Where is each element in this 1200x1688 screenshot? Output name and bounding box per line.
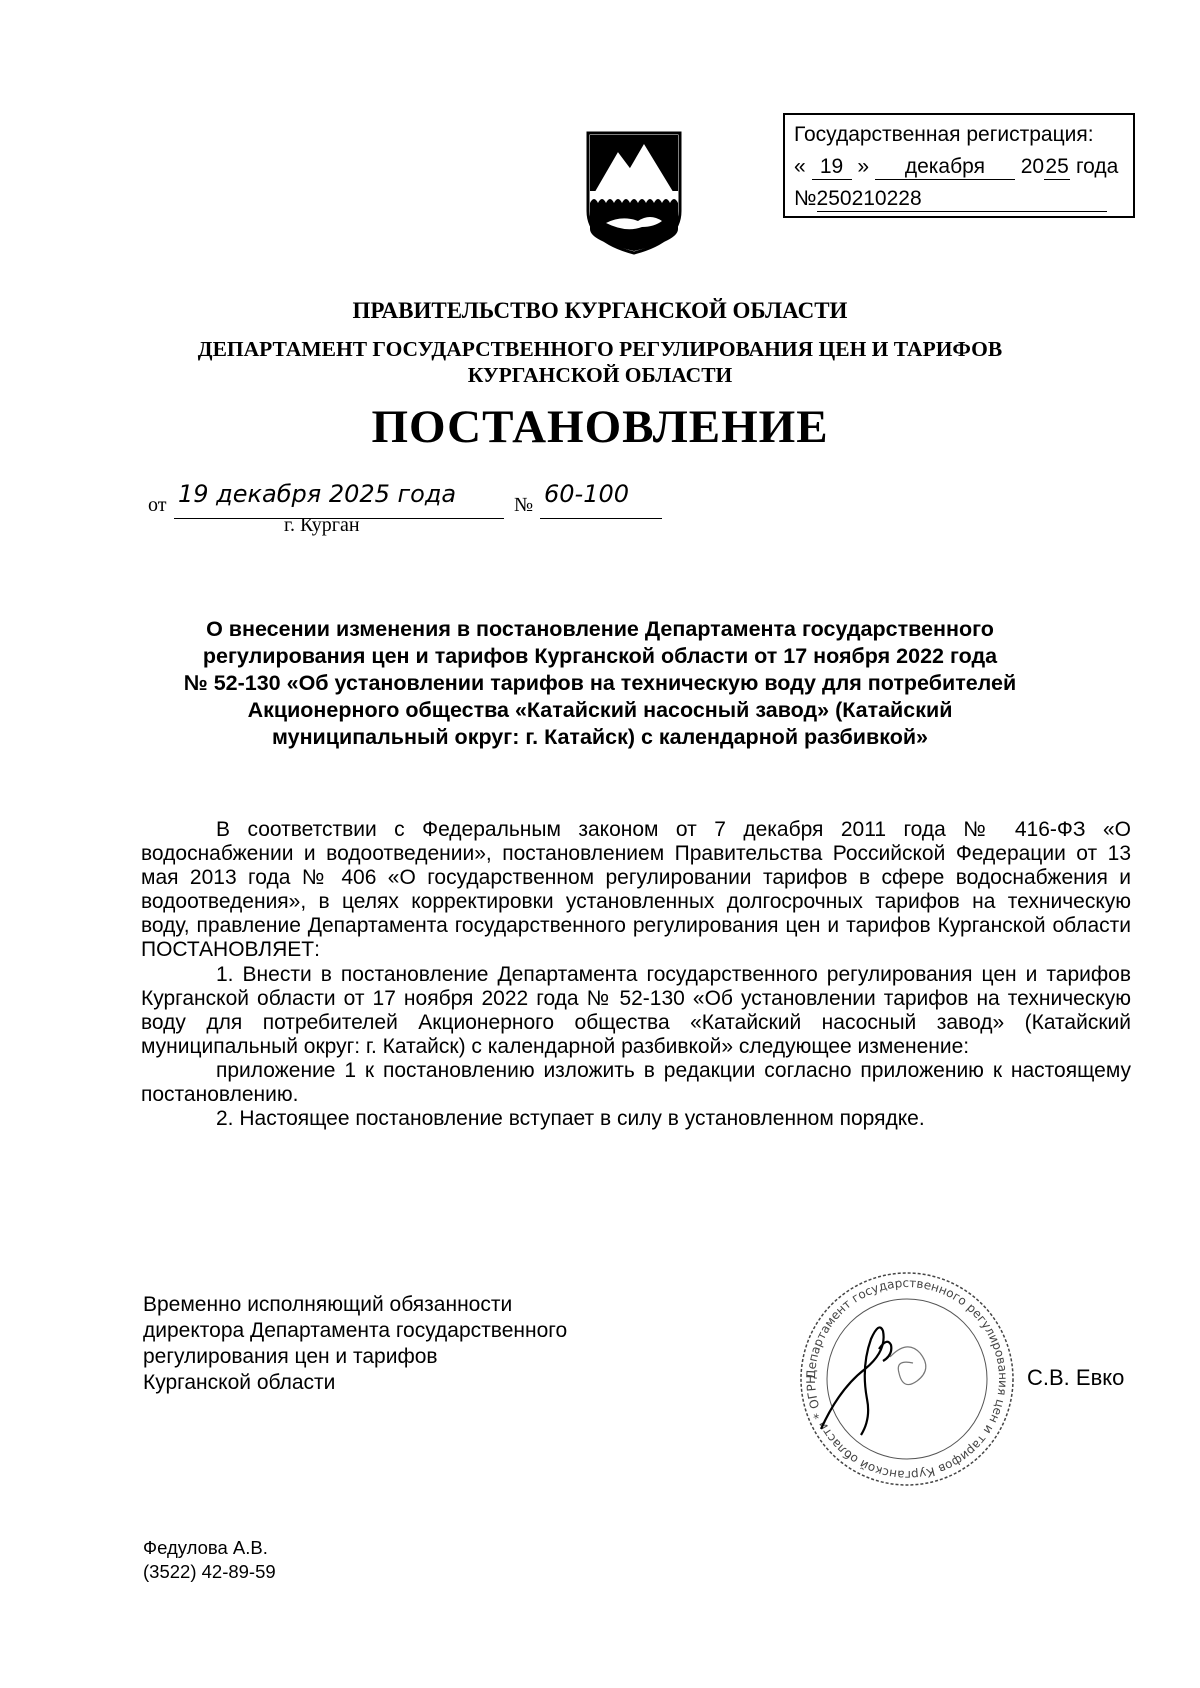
- position-line3: регулирования цен и тарифов: [143, 1345, 438, 1368]
- registration-number-row: [794, 183, 1133, 215]
- number-underline: [540, 518, 662, 519]
- coat-of-arms-icon: [584, 129, 684, 257]
- number-label: №: [514, 494, 534, 516]
- document-title: [130, 616, 1070, 751]
- registration-open-quote: «: [794, 155, 806, 178]
- title-line2: регулирования цен и тарифов Курганской области от 17 ноября 2022 года: [202, 644, 998, 668]
- city: г. Курган: [284, 514, 360, 536]
- title-line3: № 52-130 «Об установлении тарифов на техническую воду для потребителей: [183, 671, 1017, 695]
- contact-name: Федулова А.В.: [143, 1537, 268, 1558]
- signatory-position: [143, 1292, 567, 1396]
- registration-box: [783, 113, 1135, 218]
- registration-date: [794, 151, 1133, 183]
- stamp-eagle-icon: [890, 1347, 926, 1385]
- handwritten-number: 60-100: [544, 480, 630, 508]
- registration-year-prefix: 20: [1020, 155, 1045, 178]
- title-line4: Акционерного общества «Катайский насосный завод» (Катайский: [247, 698, 953, 722]
- handwritten-date: 19 декабря 2025 года: [178, 480, 457, 508]
- document-type: ПОСТАНОВЛЕНИЕ: [371, 401, 829, 453]
- registration-year-suffix: 25: [1045, 155, 1069, 178]
- signatory-name: С.В. Евко: [1027, 1365, 1125, 1390]
- position-line2: директора Департамента государственного: [143, 1319, 568, 1342]
- position-line1: Временно исполняющий обязанности: [143, 1293, 513, 1316]
- item-2-paragraph: 2. Настоящее постановление вступает в силу в установленном порядке.: [216, 1107, 925, 1131]
- registration-number: 250210228: [817, 187, 1107, 212]
- registration-year-word: года: [1075, 155, 1119, 178]
- contact-info: [143, 1536, 276, 1584]
- item-1-paragraph: 1. Внести в постановление Департамента государственного регулирования цен и тарифов Курганской области от 17 ноября 2022 года № 52-130 «Об установлении тарифов на техническую воду для потребителей Акционерного общества «Катайский насосный завод» (Катайский муниципальный округ: г. Катайск) с календарной разбивкой» следующее изменение:: [141, 962, 1131, 1058]
- date-number-line: [148, 480, 668, 546]
- title-line1: О внесении изменения в постановление Департамента государственного: [206, 617, 994, 641]
- document-body: [141, 818, 1131, 1131]
- government-title: ПРАВИТЕЛЬСТВО КУРГАНСКОЙ ОБЛАСТИ: [352, 298, 848, 323]
- preamble-paragraph: В соответствии с Федеральным законом от 7 декабря 2011 года № 416-ФЗ «О водоснабжении и водоотведении», постановлением Правительства Российской Федерации от 13 мая 2013 года № 406 «О государственном регулировании тарифов в сфере водоснабжения и водоотведения», в целях корректировки установленных долгосрочных тарифов на техническую воду, правление Департамента государственного регулирования цен и тарифов Курганской области ПОСТАНОВЛЯЕТ:: [141, 818, 1131, 962]
- contact-phone: (3522) 42-89-59: [143, 1561, 276, 1582]
- handwritten-signature: [821, 1327, 891, 1435]
- title-line5: муниципальный округ: г. Катайск) с календарной разбивкой»: [271, 725, 929, 749]
- position-line4: Курганской области: [143, 1371, 336, 1394]
- official-stamp: [795, 1269, 1020, 1489]
- department-title-line2: КУРГАНСКОЙ ОБЛАСТИ: [467, 363, 733, 387]
- registration-month: декабря: [875, 155, 1015, 180]
- date-from-label: от: [148, 494, 167, 516]
- stamp-text-path: Департамент государственного регулирования цен и тарифов Курганской области * ОГРН: [803, 1275, 1011, 1483]
- department-title-line1: ДЕПАРТАМЕНТ ГОСУДАРСТВЕННОГО РЕГУЛИРОВАНИЯ ЦЕН И ТАРИФОВ: [197, 337, 1003, 361]
- registration-close-quote: »: [857, 155, 870, 178]
- registration-heading: Государственная регистрация:: [794, 123, 1094, 146]
- registration-number-label: №: [794, 187, 817, 210]
- item-1-sub-paragraph: приложение 1 к постановлению изложить в редакции согласно приложению к настоящему постановлению.: [141, 1058, 1131, 1107]
- registration-day: 19: [812, 155, 852, 180]
- department-title: [0, 336, 1200, 388]
